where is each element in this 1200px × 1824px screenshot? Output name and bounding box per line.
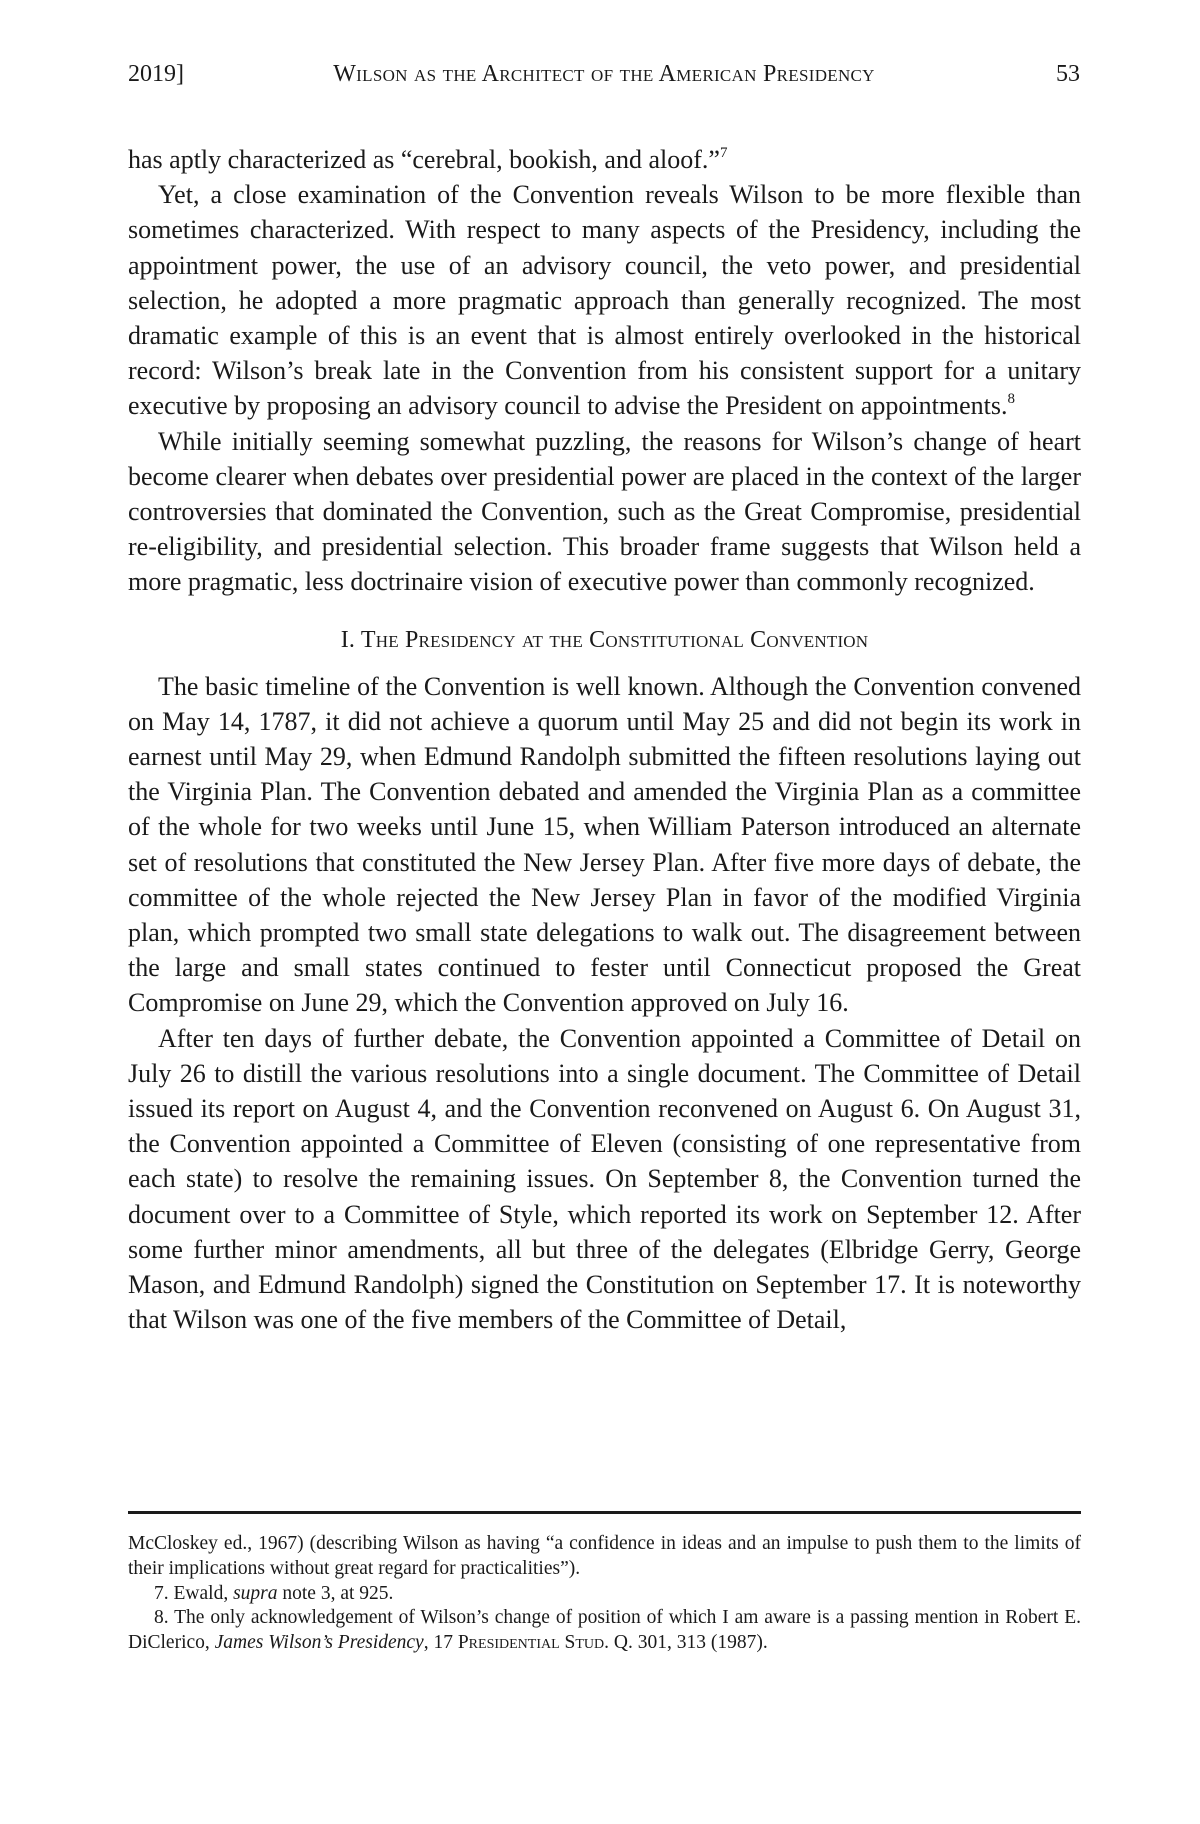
running-header: [128, 58, 1080, 90]
footnote-continued: McCloskey ed., 1967) (describing Wilson as having “a confidence in ideas and an impulse to push them to the limits of their implications without great regard for practicalities”).: [128, 1533, 1081, 1579]
footnote-volume: , 17: [423, 1632, 453, 1654]
footnote-author: Ewald,: [173, 1582, 229, 1604]
section-heading: I. The Presidency at the Constitutional Convention: [340, 626, 869, 653]
footnote-pages: 301, 313 (1987).: [637, 1632, 768, 1654]
footnote-ref-7[interactable]: 7: [719, 145, 728, 161]
header-year: 2019]: [128, 61, 184, 87]
main-text: [128, 142, 1081, 1338]
footnote-text: note 3, at 925.: [282, 1582, 394, 1604]
footnote-journal: Presidential Stud. Q.: [457, 1632, 633, 1654]
paragraph: The basic timeline of the Convention is well known. Although the Convention convened on May 14, 1787, it did not achieve a quorum until May 25 and did not begin its work in earnest until May 29, when Edmund Randolph submitted the fifteen resolutions laying out the Virginia Plan. The Convention debated and amended the Virginia Plan as a committee of the whole for two weeks until June 15, when William Paterson introduced an alternate set of resolutions that constituted the New Jersey Plan. After five more days of debate, the committee of the whole rejected the New Jersey Plan in favor of the modified Virginia plan, which prompted two small state delegations to walk out. The disagreement between the large and small states continued to fester until Connecticut proposed the Great Compromise on June 29, which the Convention approved on July 16.: [128, 671, 1081, 1018]
footnote-7: [128, 1582, 1081, 1607]
paragraph: While initially seeming somewhat puzzling, the reasons for Wilson’s change of heart become clearer when debates over presidential power are placed in the context of the larger controversies that dominated the Convention, such as the Great Compromise, presidential re-eligibility, and presidential selection. This broader frame suggests that Wilson held a more pragmatic, less doctrinaire vision of executive power than commonly recognized.: [128, 426, 1081, 597]
footnote-text: The only acknowledgement of Wilson’s change of position of which I am aware is a passing mention in Robert E. DiClerico,: [128, 1607, 1081, 1654]
footnote-signal: supra: [233, 1582, 278, 1604]
footnote-8: [128, 1606, 1081, 1656]
paragraph-text: has aptly characterized as “cerebral, bookish, and aloof.”: [128, 145, 720, 174]
paragraph: After ten days of further debate, the Convention appointed a Committee of Detail on July 26 to distill the various resolutions into a single document. The Committee of Detail issued its report on August 4, and the Convention reconvened on August 6. On August 31, the Convention appointed a Committee of Eleven (consisting of one representative from each state) to resolve the remaining issues. On September 8, the Convention turned the document over to a Committee of Style, which reported its work on September 12. After some further minor amendments, all but three of the delegates (Elbridge Gerry, George Mason, and Edmund Randolph) signed the Constitution on September 17. It is noteworthy that Wilson was one of the five members of the Committee of Detail,: [128, 1023, 1081, 1335]
paragraph-text: Yet, a close examination of the Convention reveals Wilson to be more flexible than sometimes characterized. With respect to many aspects of the Presidency, including the appointment power, the use of an advisory council, the veto power, and presidential selection, he adopted a more pragmatic approach than generally recognized. The most dramatic example of this is an event that is almost entirely overlooked in the historical record: Wilson’s break late in the Convention from his consistent support for a unitary executive by proposing an advisory council to advise the President on appointments.: [128, 180, 1081, 421]
footnote-cited-title: James Wilson’s Presidency: [214, 1632, 424, 1654]
footnote-ref-8[interactable]: 8: [1007, 391, 1015, 408]
page-number: 53: [1056, 61, 1080, 87]
running-title: Wilson as the Architect of the American Presidency: [333, 61, 875, 87]
paragraph: [128, 177, 1081, 423]
paragraph: [128, 142, 1081, 177]
footnote-number: 8.: [154, 1607, 169, 1629]
footnote-divider: [128, 1511, 1081, 1514]
footnotes: [128, 1532, 1081, 1656]
footnote-number: 7.: [154, 1582, 169, 1604]
